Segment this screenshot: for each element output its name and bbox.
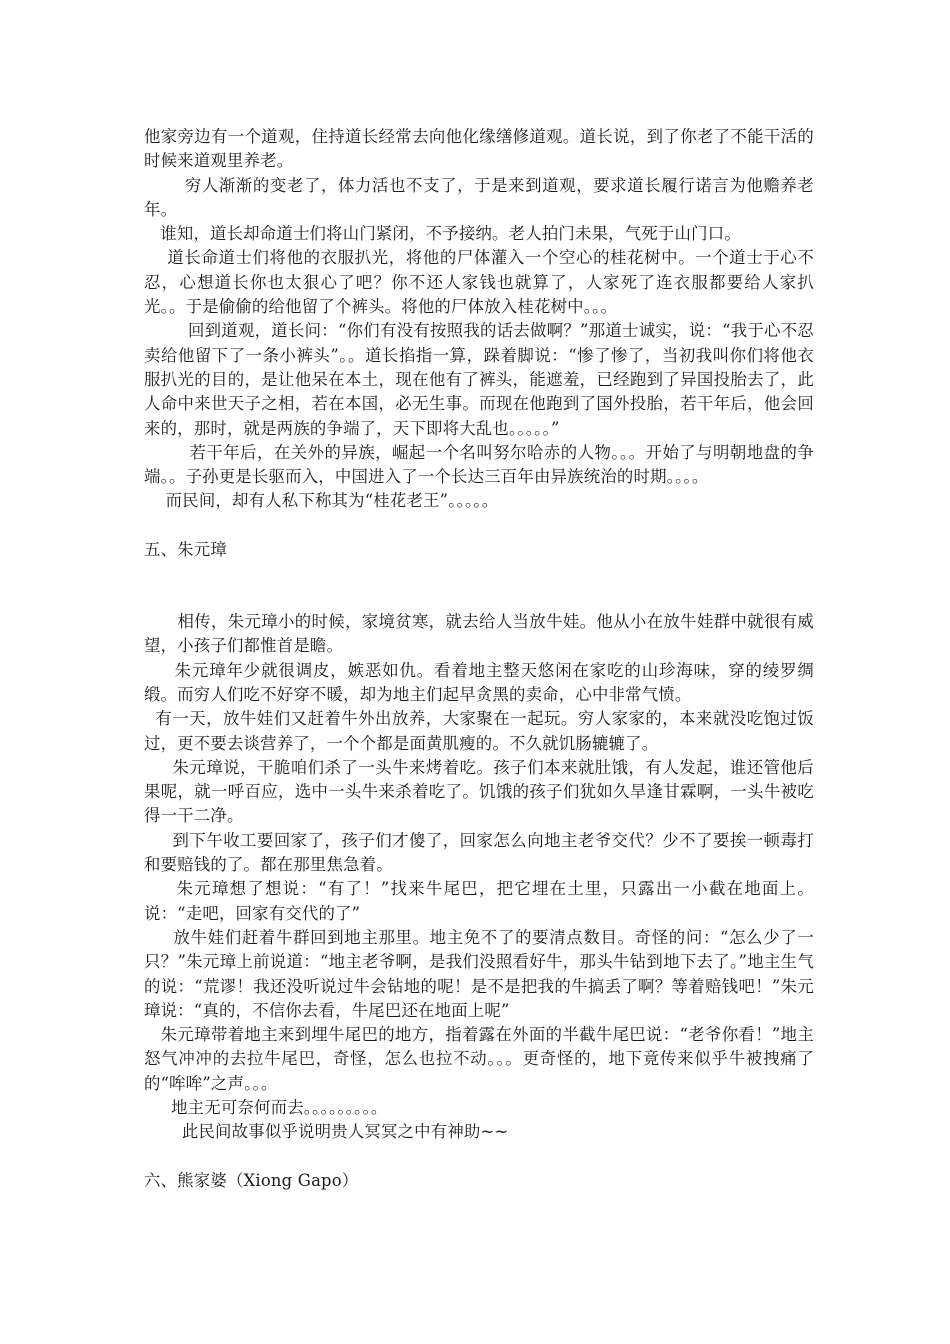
story-paragraph: 道长命道士们将他的衣服扒光，将他的尸体灌入一个空心的桂花树中。一个道士于心不忍，心想道长你也太狠心了吧？你不还人家钱也就算了，人家死了连衣服都要给人家扒光。。于是偷偷的给他留了个裤头。将他的尸体放入桂花树中。。。 bbox=[144, 248, 814, 317]
story-paragraph: 放牛娃们赶着牛群回到地主那里。地主免不了的要清点数目。奇怪的问：“怎么少了一只？”朱元璋上前说道：“地主老爷啊，是我们没照看好牛，那头牛钻到地下去了。”地主生气的说：“荒谬！我还没听说过牛会钻地的呢！是不是把我的牛搞丢了啊？等着赔钱吧！”朱元璋说：“真的，不信你去看，牛尾巴还在地面上呢” bbox=[144, 927, 814, 1020]
story-paragraph: 地主无可奈何而去。。。。。。。。。 bbox=[144, 1097, 388, 1117]
story-paragraph: 到下午收工要回家了，孩子们才傻了，回家怎么向地主老爷交代？少不了要挨一顿毒打和要赔钱的了。都在那里焦急着。 bbox=[144, 830, 814, 875]
story-paragraph: 谁知，道长却命道士们将山门紧闭，不予接纳。老人拍门未果，气死于山门口。 bbox=[144, 224, 741, 244]
story-paragraph: 朱元璋年少就很调皮，嫉恶如仇。看着地主整天悠闲在家吃的山珍海味，穿的绫罗绸缎。而穷人们吃不好穿不暖，却为地主们起早贪黑的卖命，心中非常气愤。 bbox=[144, 660, 814, 704]
story-paragraph: 相传，朱元璋小的时候，家境贫寒，就去给人当放牛娃。他从小在放牛娃群中就很有威望，小孩子们都惟首是瞻。 bbox=[144, 612, 814, 656]
story-paragraph: 他家旁边有一个道观，住持道长经常去向他化缘缮修道观。道长说，到了你老了不能干活的时候来道观里养老。 bbox=[144, 127, 814, 171]
story-paragraph: 有一天，放牛娃们又赶着牛外出放养，大家聚在一起玩。穷人家家的，本来就没吃饱过饭过，更不要去谈营养了，一个个都是面黄肌瘦的。不久就饥肠辘辘了。 bbox=[144, 709, 814, 753]
story-paragraph: 穷人渐渐的变老了，体力活也不支了，于是来到道观，要求道长履行诺言为他赡养老年。 bbox=[144, 175, 815, 219]
blank-line bbox=[144, 514, 814, 538]
story-paragraph: 此民间故事似乎说明贵人冥冥之中有神助~~ bbox=[144, 1122, 509, 1142]
story-paragraph: 若干年后，在关外的异族，崛起一个名叫努尔哈赤的人物。。。开始了与明朝地盘的争端。。子孙更是长驱而入，中国进入了一个长达三百年由异族统治的时期。。。。 bbox=[144, 442, 815, 487]
story-paragraph: 而民间，却有人私下称其为“桂花老王”。。。。。 bbox=[144, 491, 499, 511]
blank-line bbox=[144, 562, 814, 610]
story-paragraph: 朱元璋想了想说：“有了！”找来牛尾巴，把它埋在土里，只露出一小截在地面上。说：“走吧，回家有交代的了” bbox=[144, 879, 814, 923]
story-paragraph: 朱元璋带着地主来到埋牛尾巴的地方，指着露在外面的半截牛尾巴说：“老爷你看！”地主怒气冲冲的去拉牛尾巴，奇怪，怎么也拉不动。。。更奇怪的，地下竟传来似乎牛被拽痛了的“哞哞”之声。。。 bbox=[144, 1025, 814, 1093]
document-body bbox=[144, 125, 814, 1193]
section-heading-zhu-yuanzhang: 五、朱元璋 bbox=[144, 539, 227, 559]
section-heading-xiong-gapo: 六、熊家婆（Xiong Gapo） bbox=[144, 1170, 359, 1190]
story-paragraph: 回到道观，道长问：“你们有没有按照我的话去做啊？”那道士诚实，说：“我于心不忍卖给他留下了一条小裤头”。。道长掐指一算，跺着脚说：“惨了惨了，当初我叫你们将他衣服扒光的目的，是让他呆在本土，现在他有了裤头，能遮羞，已经跑到了异国投胎去了，此人命中来世天子之相，若在本国，必无生事。而现在他跑到了国外投胎，若干年后，他会回来的，那时，就是两族的争端了，天下即将大乱也。。。。。” bbox=[144, 321, 815, 438]
blank-line bbox=[144, 1145, 814, 1169]
story-paragraph: 朱元璋说，干脆咱们杀了一头牛来烤着吃。孩子们本来就肚饿，有人发起，谁还管他后果呢，就一呼百应，选中一头牛来杀着吃了。饥饿的孩子们犹如久旱逢甘霖啊，一头牛被吃得一干二净。 bbox=[144, 757, 814, 826]
